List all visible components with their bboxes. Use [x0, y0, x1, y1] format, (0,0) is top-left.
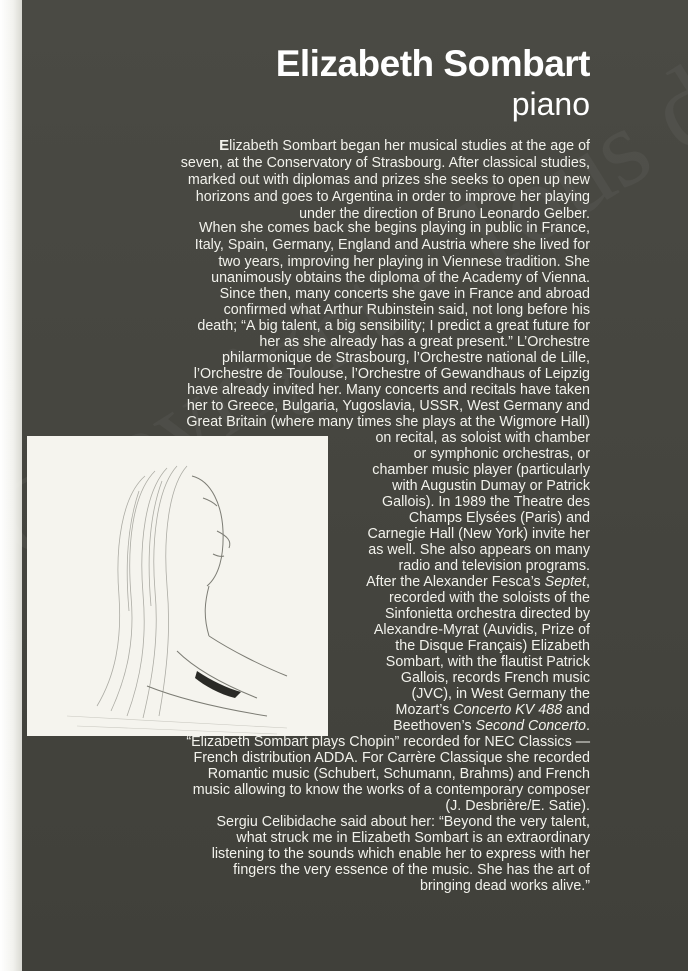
text-line: her to Greece, Bulgaria, Yugoslavia, USSR, West Germany and: [186, 398, 590, 414]
text-line: confirmed what Arthur Rubinstein said, not long before his: [223, 302, 590, 318]
text-line: listening to the sounds which enable her to express with her: [211, 846, 590, 862]
text-line: Mozart’s Concerto KV 488 and: [395, 702, 590, 718]
text-line: After the Alexander Fesca’s Septet,: [366, 574, 590, 590]
text-line: Champs Elysées (Paris) and: [408, 510, 590, 526]
drop-cap: E: [219, 137, 230, 154]
portrait-drawing: [27, 436, 328, 736]
text-line: with Augustin Dumay or Patrick: [392, 478, 590, 494]
text-line: horizons and goes to Argentina in order to improve her playing: [195, 189, 590, 205]
text-line: When she comes back she begins playing in public in France,: [199, 220, 590, 236]
text-line: Gallois, records French music: [400, 670, 590, 686]
page-subtitle: piano: [511, 86, 590, 122]
text-line: chamber music player (particularly: [372, 462, 590, 478]
work-title-concerto-kv488: Concerto KV 488: [453, 702, 563, 718]
text-line: “Elizabeth Sombart plays Chopin” recorded for NEC Classics —: [186, 734, 590, 750]
text-line: Carnegie Hall (New York) invite her: [367, 526, 590, 542]
text-line: Sombart, with the flautist Patrick: [385, 654, 590, 670]
text-line: what struck me in Elizabeth Sombart is an extraordinary: [236, 830, 590, 846]
text-line: music allowing to know the works of a contemporary composer: [192, 782, 590, 798]
text-line: the Disque Français) Elizabeth: [395, 638, 590, 654]
text-line: Italy, Spain, Germany, England and Austria where she lived for: [194, 237, 590, 253]
text-line: Sergiu Celibidache said about her: “Beyond the very talent,: [216, 814, 590, 830]
text-line: under the direction of Bruno Leonardo Gelber.: [299, 206, 590, 222]
text-line: as well. She also appears on many: [368, 542, 590, 558]
portrait-sketch-icon: [27, 436, 328, 736]
text-line: recorded with the soloists of the: [388, 590, 590, 606]
text-line: Beethoven’s Second Concerto.: [393, 718, 590, 734]
text-line: or symphonic orchestras, or: [413, 446, 590, 462]
text-line: l’Orchestre de Toulouse, l’Orchestre of Gewandhaus of Leipzig: [193, 366, 590, 382]
text-line: (JVC), in West Germany the: [411, 686, 590, 702]
text-line: two years, improving her playing in Viennese tradition. She: [218, 254, 590, 270]
text-line: Great Britain (where many times she plays at the Wigmore Hall): [186, 414, 590, 430]
text-line: Alexandre-Myrat (Auvidis, Prize of: [373, 622, 590, 638]
text-line: fingers the very essence of the music. She has the art of: [233, 862, 590, 878]
text-line: death; “A big talent, a big sensibility; I predict a great future for: [197, 318, 590, 334]
text-line: bringing dead works alive.”: [419, 878, 590, 894]
text-line: her as she already has a great present.” L’Orchestre: [259, 334, 590, 350]
work-title-second-concerto: Second Concerto: [475, 718, 587, 734]
text-line: French distribution ADDA. For Carrère Classique she recorded: [193, 750, 590, 766]
text-line: have already invited her. Many concerts and recitals have taken: [187, 382, 590, 398]
text-line: Since then, many concerts she gave in France and abroad: [219, 286, 590, 302]
text-line: radio and television programs.: [398, 558, 590, 574]
page-spine: [0, 0, 22, 971]
text-line: Romantic music (Schubert, Schumann, Brahms) and French: [207, 766, 590, 782]
text-line: philarmonique de Strasbourg, l’Orchestre national de Lille,: [222, 350, 590, 366]
work-title-septet: Septet: [544, 574, 587, 590]
page-title: Elizabeth Sombart: [275, 43, 590, 84]
text-line: seven, at the Conservatory of Strasbourg. After classical studies,: [180, 155, 590, 171]
text-line: (J. Desbrière/E. Satie).: [445, 798, 590, 814]
text-line: Sinfonietta orchestra directed by: [384, 606, 590, 622]
text-line: Elizabeth Sombart began her musical studies at the age of: [219, 137, 590, 154]
text-line: on recital, as soloist with chamber: [375, 430, 590, 446]
text-line: Gallois). In 1989 the Theatre des: [382, 494, 590, 510]
text-line: marked out with diplomas and prizes she seeks to open up new: [187, 172, 590, 188]
text-line: unanimously obtains the diploma of the Academy of Vienna.: [211, 270, 590, 286]
